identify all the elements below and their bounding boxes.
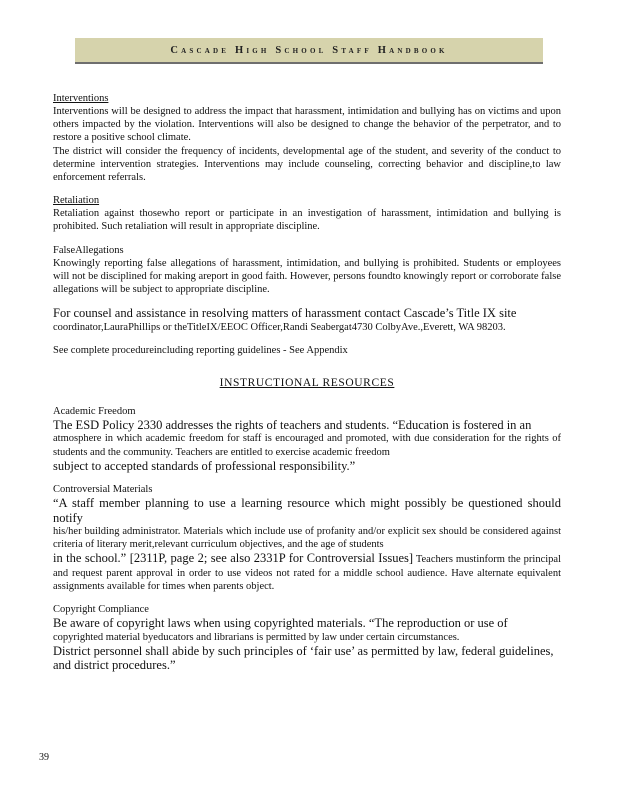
handbook-title: Cascade High School Staff Handbook bbox=[170, 44, 448, 56]
academic-freedom-tail: subject to accepted standards of professional responsibility.” bbox=[53, 458, 356, 473]
interventions-title: Interventions bbox=[53, 93, 109, 104]
false-allegations-paragraph: Knowingly reporting false allegations of harassment, intimidation, and bullying is prohibited. Students or employees will not be disciplined for making areport in good faith. However, persons foundto knowingly report or corroborate false allegations will be subject to appropriate discipline. bbox=[53, 257, 561, 296]
see-appendix-text: See complete procedureincluding reporting guidelines - See Appendix bbox=[53, 344, 348, 356]
copyright-section bbox=[53, 603, 561, 672]
see-appendix-section bbox=[53, 344, 561, 357]
interventions-section bbox=[53, 92, 561, 184]
handbook-header-band bbox=[75, 38, 543, 64]
interventions-paragraph-1: Interventions will be designed to address the impact that harassment, intimidation and bullying has on victims and upon others impacted by the violation. Interventions will also be designed to change the behavior of the perpetrator, and to restore a positive school climate. bbox=[53, 106, 561, 144]
retaliation-section bbox=[53, 194, 561, 233]
counsel-section bbox=[53, 306, 561, 334]
academic-freedom-lead: The ESD Policy 2330 addresses the rights of teachers and students. “Education is fostered in an bbox=[53, 418, 532, 433]
copyright-tail: District personnel shall abide by such principles of ‘fair use’ as permitted by law, federal guidelines, and district procedures.” bbox=[53, 643, 554, 673]
academic-freedom-section bbox=[53, 405, 561, 473]
academic-freedom-title: Academic Freedom bbox=[53, 406, 136, 418]
controversial-body-2-text: Teachers mustinform the principal and request parent approval in order to use videos not rated for a middle school audience. Have alternate equivalent assignments available for times when parents object. bbox=[53, 554, 562, 592]
academic-freedom-body: atmosphere in which academic freedom for staff is encouraged and promoted, with due consideration for the rights of students and the community. Teachers are entitled to exercise academic freedom bbox=[53, 433, 561, 458]
interventions-paragraph-2: The district will consider the frequency of incidents, developmental age of the student, and severity of the conduct to determine intervention strategies. Interventions may include counseling, correcting behavior and discipline,to law enforcement referrals. bbox=[53, 145, 561, 184]
controversial-materials-section bbox=[53, 483, 561, 593]
false-allegations-section bbox=[53, 244, 561, 297]
controversial-lead: “A staff member planning to use a learning resource which might possibly be questioned should notify bbox=[53, 496, 561, 525]
counsel-contact: coordinator,LauraPhillips or theTitleIX/EEOC Officer,Randi Seabergat4730 ColbyAve.,Everett, WA 98203. bbox=[53, 321, 506, 333]
page-content bbox=[53, 92, 561, 683]
instructional-resources-heading: INSTRUCTIONAL RESOURCES bbox=[219, 377, 395, 390]
controversial-materials-title: Controversial Materials bbox=[53, 484, 153, 496]
page-number: 39 bbox=[39, 752, 49, 763]
controversial-mid: in the school.” [2311P, page 2; see also 2331P for Controversial Issues] bbox=[53, 551, 414, 566]
controversial-body-1: his/her building administrator. Materials which include use of profanity and/or explicit sex should be considered against criteria of literary merit,relevant curriculum objectives, and the age of students bbox=[53, 526, 561, 551]
retaliation-paragraph: Retaliation against thosewho report or participate in an investigation of harassment, intimidation and bullying is prohibited. Such retaliation will result in appropriate discipline. bbox=[53, 208, 561, 233]
counsel-lead: For counsel and assistance in resolving matters of harassment contact Cascade’s Title IX site bbox=[53, 306, 517, 321]
copyright-body: copyrighted material byeducators and librarians is permitted by law under certain circumstances. bbox=[53, 631, 460, 643]
retaliation-title: Retaliation bbox=[53, 195, 100, 207]
controversial-body-2 bbox=[53, 551, 561, 593]
copyright-lead: Be aware of copyright laws when using copyrighted materials. “The reproduction or use of bbox=[53, 616, 508, 631]
false-allegations-title: FalseAllegations bbox=[53, 244, 124, 256]
copyright-title: Copyright Compliance bbox=[53, 604, 149, 616]
